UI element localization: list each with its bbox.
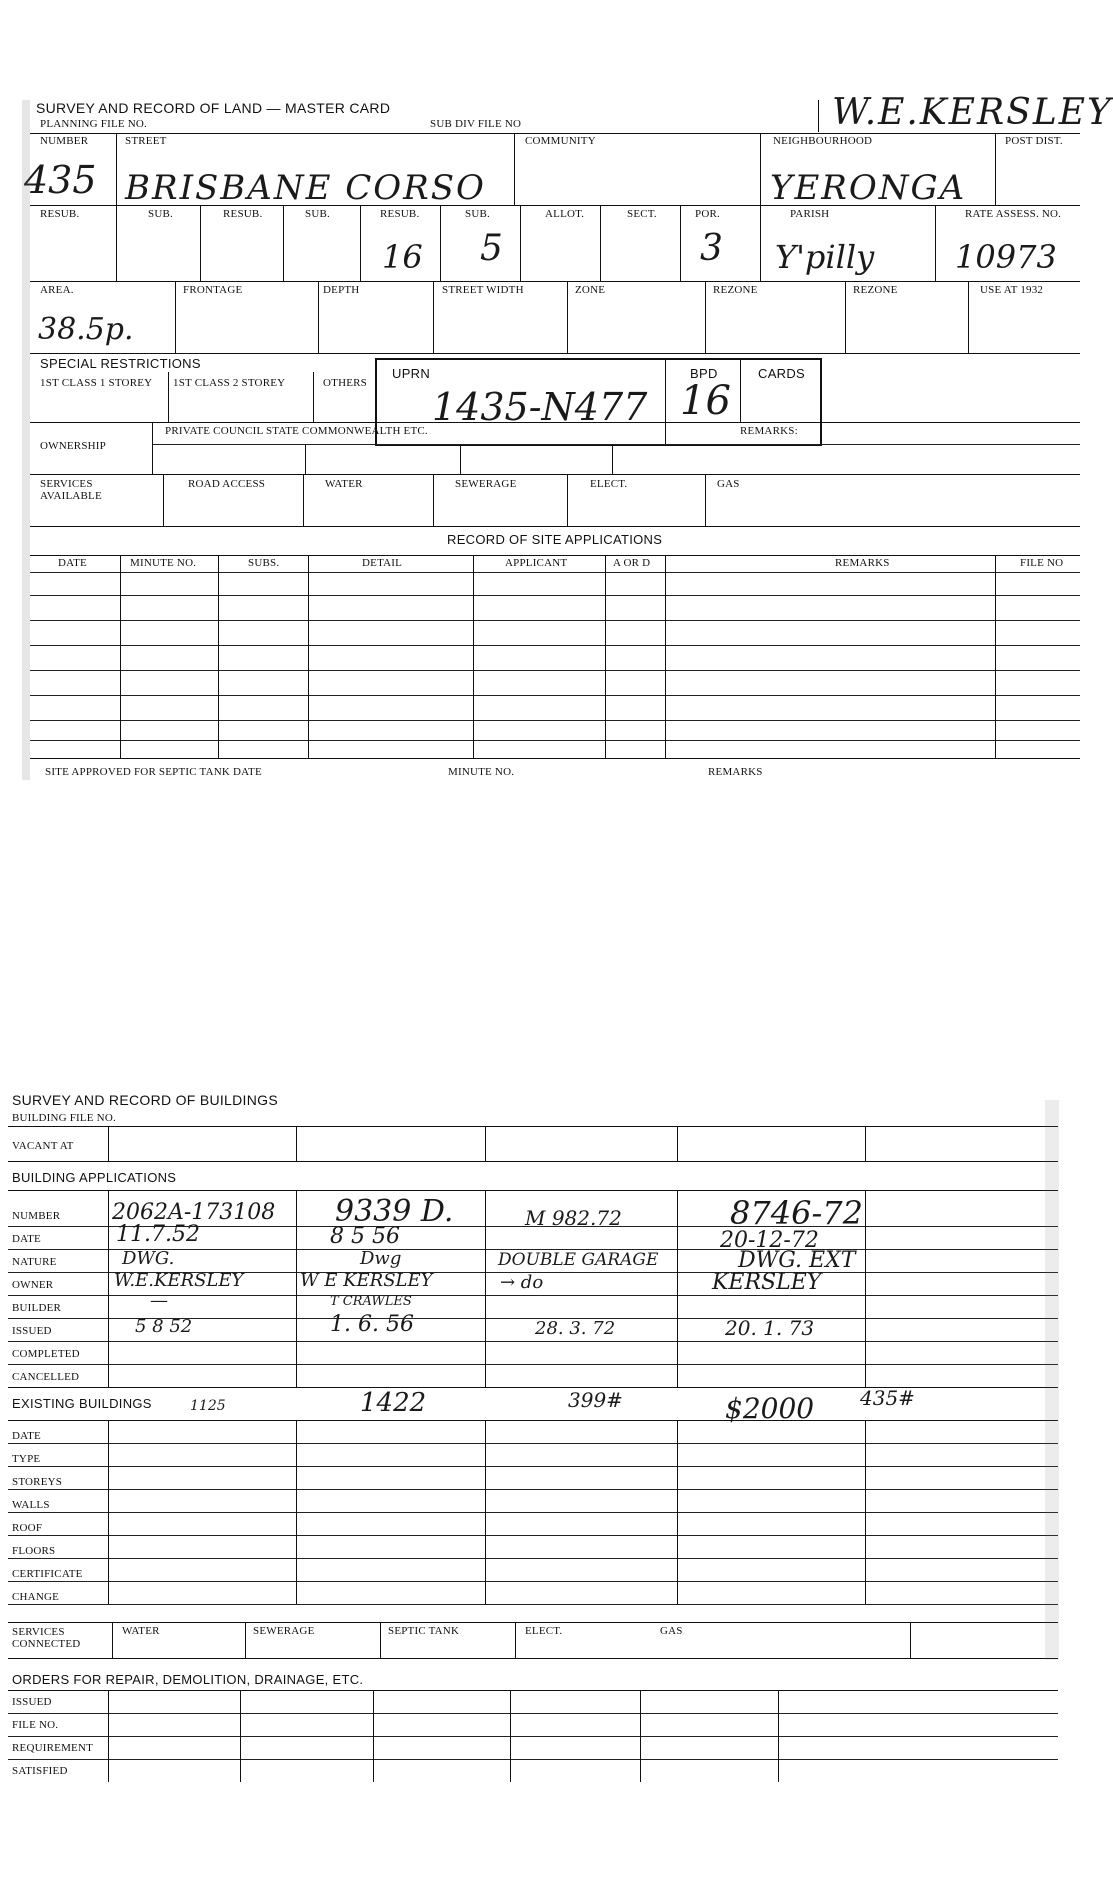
app-2-date: 8 5 56 [330, 1224, 400, 1249]
app-4-date: 20-12-72 [720, 1228, 819, 1253]
col-line [567, 281, 568, 353]
row-line [8, 1466, 1058, 1467]
remarks-small-label: REMARKS: [740, 425, 798, 437]
existing-row-floors: FLOORS [12, 1545, 56, 1557]
neighbourhood-label: NEIGHBOURHOOD [773, 135, 873, 147]
col-line [605, 555, 606, 758]
row-line [30, 758, 1080, 759]
row-line [8, 1713, 1058, 1714]
sewerage-label: SEWERAGE [455, 478, 517, 490]
app-2-number: 9339 D. [335, 1194, 454, 1229]
row-line [30, 281, 1080, 282]
ownership-label: OWNERSHIP [40, 440, 106, 452]
use-at-label: USE AT 1932 [980, 284, 1044, 296]
bpd-value: 16 [680, 378, 731, 424]
col-line [240, 1690, 241, 1782]
gas-label: GAS [717, 478, 740, 490]
row-label-cancelled: CANCELLED [12, 1371, 80, 1383]
col-line [460, 444, 461, 474]
col-line [665, 555, 666, 758]
row-line [8, 1759, 1058, 1760]
col-line [108, 1126, 109, 1161]
area-value: 38.5p. [38, 312, 134, 347]
existing-value-3: 399# [568, 1388, 623, 1412]
row-line [30, 595, 1080, 596]
col-line [296, 1190, 297, 1387]
col-line [520, 205, 521, 281]
row-line [30, 720, 1080, 721]
row-line [8, 1622, 1058, 1623]
row-line [8, 1604, 1058, 1605]
row-label-nature: NATURE [12, 1256, 57, 1268]
app-2-builder: T CRAWLES [330, 1294, 412, 1309]
services-available-label: SERVICES AVAILABLE [40, 478, 102, 502]
col-line [440, 205, 441, 281]
building-card-title: SURVEY AND RECORD OF BUILDINGS [12, 1092, 278, 1108]
services-connected-label: SERVICES CONNECTED [12, 1626, 81, 1650]
ownership-types-label: PRIVATE COUNCIL STATE COMMONWEALTH ETC. [165, 425, 428, 437]
row-line [8, 1690, 1058, 1691]
land-card-title: SURVEY AND RECORD OF LAND — MASTER CARD [36, 100, 391, 116]
row-line [8, 1512, 1058, 1513]
class-2-storey-label: 1ST CLASS 2 STOREY [173, 377, 286, 389]
row-line [152, 444, 1080, 445]
vacant-at-label: VACANT AT [12, 1140, 74, 1152]
sub-3-value: 5 [480, 228, 503, 269]
orders-row-requirement: REQUIREMENT [12, 1742, 94, 1754]
existing-row-certificate: CERTIFICATE [12, 1568, 83, 1580]
col-line [380, 1622, 381, 1658]
col-line [665, 358, 666, 444]
existing-buildings-label: EXISTING BUILDINGS [12, 1396, 152, 1411]
number-value: 435 [24, 158, 97, 202]
col-line [600, 205, 601, 281]
app-4-number: 8746-72 [730, 1194, 863, 1232]
neighbourhood-value: YERONGA [770, 168, 967, 208]
col-line [865, 1126, 866, 1161]
col-line [175, 281, 176, 353]
parish-label: PARISH [790, 208, 830, 220]
building-applications-label: BUILDING APPLICATIONS [12, 1170, 177, 1185]
col-line [514, 133, 515, 205]
app-2-nature: Dwg [360, 1248, 402, 1269]
bpd-label: BPD [690, 366, 718, 381]
row-line [30, 353, 1080, 354]
post-dist-label: POST DIST. [1005, 135, 1063, 147]
col-line [705, 281, 706, 353]
app-1-builder: — [150, 1290, 168, 1311]
row-line [8, 1364, 1058, 1365]
service-sewerage: SEWERAGE [253, 1625, 315, 1637]
col-line [705, 474, 706, 526]
col-line [116, 205, 117, 281]
existing-row-storeys: STOREYS [12, 1476, 63, 1488]
sub-label-2: SUB. [305, 208, 330, 220]
col-line [218, 555, 219, 758]
row-label-builder: BUILDER [12, 1302, 62, 1314]
detail-col-label: DETAIL [362, 557, 403, 569]
scan-noise [22, 100, 30, 780]
existing-row-date: DATE [12, 1430, 41, 1442]
resub-label-1: RESUB. [40, 208, 80, 220]
app-4-nature: DWG. EXT [738, 1248, 856, 1273]
col-line [935, 205, 936, 281]
col-line [995, 133, 996, 205]
col-line [108, 1690, 109, 1782]
row-line [8, 1190, 1058, 1191]
service-elect: ELECT. [525, 1625, 563, 1637]
col-line [485, 1126, 486, 1161]
app-1-owner: W.E.KERSLEY [114, 1270, 244, 1291]
col-line [865, 1420, 866, 1604]
row-line [30, 474, 1080, 475]
col-line [108, 1420, 109, 1604]
col-line [303, 474, 304, 526]
col-line [305, 444, 306, 474]
existing-value-1: 1125 [190, 1398, 226, 1414]
site-applications-title: RECORD OF SITE APPLICATIONS [447, 532, 663, 547]
row-label-date: DATE [12, 1233, 41, 1245]
a-or-d-col-label: A OR D [613, 557, 651, 569]
row-line [30, 740, 1080, 741]
col-line [760, 205, 761, 281]
special-restrictions-label: SPECIAL RESTRICTIONS [40, 356, 201, 371]
app-4-owner: KERSLEY [712, 1270, 822, 1295]
row-line [30, 645, 1080, 646]
app-4-issued: 20. 1. 73 [725, 1316, 815, 1340]
row-line [8, 1535, 1058, 1536]
zone-label: ZONE [575, 284, 606, 296]
col-line [680, 205, 681, 281]
row-line [30, 572, 1080, 573]
col-line [112, 1622, 113, 1658]
app-3-nature: DOUBLE GARAGE [498, 1250, 659, 1270]
app-3-number: M 982.72 [525, 1206, 622, 1230]
resub-3-value: 16 [382, 238, 423, 276]
col-line [778, 1690, 779, 1782]
rate-assess-value: 10973 [955, 238, 1057, 276]
app-2-issued: 1. 6. 56 [330, 1312, 414, 1337]
row-line [30, 422, 1080, 423]
land-master-card [0, 0, 1113, 800]
elect-label: ELECT. [590, 478, 628, 490]
row-label-completed: COMPLETED [12, 1348, 80, 1360]
col-line [373, 1690, 374, 1782]
sub-label-1: SUB. [148, 208, 173, 220]
septic-remarks-label: REMARKS [708, 766, 763, 778]
row-line [30, 205, 1080, 206]
row-line [30, 555, 1080, 556]
col-line [995, 555, 996, 758]
sub-label-3: SUB. [465, 208, 490, 220]
col-line [567, 474, 568, 526]
col-line [845, 281, 846, 353]
frontage-label: FRONTAGE [183, 284, 243, 296]
row-line [8, 1658, 1058, 1659]
row-line [30, 526, 1080, 527]
parish-value: Y'pilly [775, 238, 875, 276]
col-line [108, 1190, 109, 1387]
col-line [968, 281, 969, 353]
col-line [473, 555, 474, 758]
por-label: POR. [695, 208, 720, 220]
service-septic-tank: SEPTIC TANK [388, 1625, 460, 1637]
existing-value-4: $2000 [725, 1392, 815, 1425]
sub-div-file-label: SUB DIV FILE NO [430, 118, 522, 130]
uprn-value: 1435-N477 [432, 385, 648, 429]
col-line [677, 1190, 678, 1387]
col-line [360, 205, 361, 281]
app-1-number: 2062A-173108 [112, 1200, 276, 1225]
street-label: STREET [125, 135, 167, 147]
row-line [30, 620, 1080, 621]
col-line [677, 1420, 678, 1604]
app-1-nature: DWG. [122, 1248, 175, 1269]
scan-noise [1045, 1100, 1059, 1660]
allot-label: ALLOT. [545, 208, 585, 220]
row-line [8, 1341, 1058, 1342]
col-line [760, 133, 761, 205]
app-3-owner: → do [500, 1272, 544, 1293]
rezone-label-2: REZONE [853, 284, 898, 296]
septic-minute-label: MINUTE NO. [448, 766, 515, 778]
orders-title: ORDERS FOR REPAIR, DEMOLITION, DRAINAGE, ETC. [12, 1672, 364, 1687]
existing-row-walls: WALLS [12, 1499, 50, 1511]
col-line [677, 1126, 678, 1161]
remarks-col-label: REMARKS [835, 557, 890, 569]
col-line [318, 281, 319, 353]
col-line [168, 372, 169, 422]
app-1-date: 11.7.52 [116, 1222, 200, 1247]
existing-row-change: CHANGE [12, 1591, 60, 1603]
row-line [8, 1581, 1058, 1582]
col-line [433, 281, 434, 353]
col-line [313, 372, 314, 422]
file-no-col-label: FILE NO [1020, 557, 1064, 569]
owner-name-divider [818, 100, 819, 132]
number-label: NUMBER [40, 135, 89, 147]
building-card [0, 1090, 1113, 1790]
existing-row-type: TYPE [12, 1453, 41, 1465]
col-line [640, 1690, 641, 1782]
minute-no-col-label: MINUTE NO. [130, 557, 197, 569]
existing-value-5: 435# [860, 1386, 915, 1410]
cards-label: CARDS [758, 366, 806, 381]
row-line [30, 133, 1080, 134]
planning-file-label: PLANNING FILE NO. [40, 118, 147, 130]
road-access-label: ROAD ACCESS [188, 478, 266, 490]
row-label-number: NUMBER [12, 1210, 61, 1222]
app-2-owner: W E KERSLEY [300, 1270, 433, 1291]
rezone-label-1: REZONE [713, 284, 758, 296]
orders-row-issued: ISSUED [12, 1696, 52, 1708]
orders-row-satisfied: SATISFIED [12, 1765, 68, 1777]
col-line [865, 1190, 866, 1387]
col-line [116, 133, 117, 205]
app-3-issued: 28. 3. 72 [535, 1318, 616, 1339]
class-1-storey-label: 1ST CLASS 1 STOREY [40, 377, 153, 389]
col-line [485, 1420, 486, 1604]
row-line [8, 1558, 1058, 1559]
col-line [433, 474, 434, 526]
service-gas: GAS [660, 1625, 683, 1637]
depth-label: DEPTH [323, 284, 360, 296]
septic-tank-label: SITE APPROVED FOR SEPTIC TANK DATE [45, 766, 262, 778]
col-line [485, 1190, 486, 1387]
col-line [296, 1126, 297, 1161]
row-label-owner: OWNER [12, 1279, 54, 1291]
por-value: 3 [700, 228, 723, 269]
subs-col-label: SUBS. [248, 557, 280, 569]
col-line [515, 1622, 516, 1658]
orders-row-file-no: FILE NO. [12, 1719, 59, 1731]
owner-name-signature: W.E.KERSLEY [832, 92, 1113, 133]
col-line [283, 205, 284, 281]
col-line [910, 1622, 911, 1658]
others-label: OTHERS [323, 377, 367, 389]
row-line [8, 1736, 1058, 1737]
applicant-col-label: APPLICANT [505, 557, 568, 569]
date-col-label: DATE [58, 557, 87, 569]
street-width-label: STREET WIDTH [442, 284, 524, 296]
water-label: WATER [325, 478, 363, 490]
community-label: COMMUNITY [525, 135, 596, 147]
row-line [30, 670, 1080, 671]
col-line [510, 1690, 511, 1782]
col-line [612, 444, 613, 474]
resub-label-2: RESUB. [223, 208, 263, 220]
area-label: AREA. [40, 284, 74, 296]
row-line [8, 1420, 1058, 1421]
col-line [120, 555, 121, 758]
row-line [8, 1443, 1058, 1444]
col-line [245, 1622, 246, 1658]
row-line [30, 695, 1080, 696]
existing-row-roof: ROOF [12, 1522, 43, 1534]
row-line [8, 1161, 1058, 1162]
col-line [296, 1420, 297, 1604]
col-line [308, 555, 309, 758]
col-line [163, 474, 164, 526]
app-1-issued: 5 8 52 [135, 1316, 193, 1337]
col-line [200, 205, 201, 281]
col-line [152, 422, 153, 474]
col-line [740, 358, 741, 422]
row-line [8, 1126, 1058, 1127]
street-value: BRISBANE CORSO [125, 168, 486, 208]
service-water: WATER [122, 1625, 160, 1637]
building-file-label: BUILDING FILE NO. [12, 1112, 116, 1124]
row-line [8, 1489, 1058, 1490]
resub-label-3: RESUB. [380, 208, 420, 220]
rate-assess-label: RATE ASSESS. NO. [965, 208, 1062, 220]
existing-value-2: 1422 [360, 1388, 427, 1418]
sect-label: SECT. [627, 208, 657, 220]
row-label-issued: ISSUED [12, 1325, 52, 1337]
uprn-label: UPRN [392, 366, 431, 381]
